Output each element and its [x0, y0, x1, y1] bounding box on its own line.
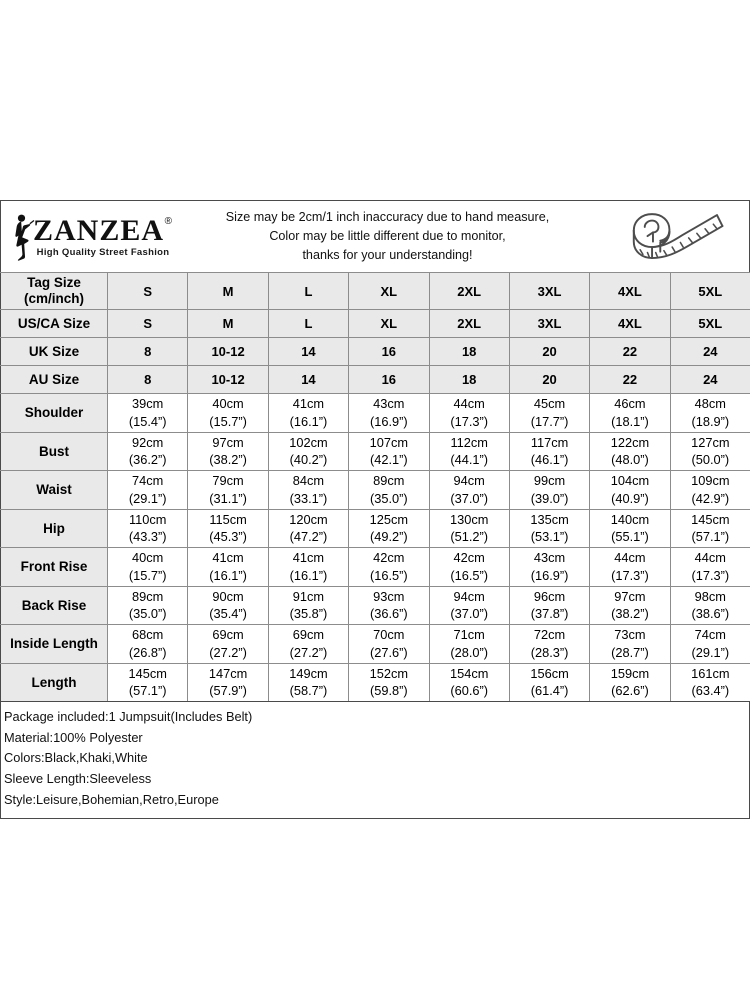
row-header-au-size: AU Size	[1, 366, 108, 394]
cell-uk-size-5xl: 24	[670, 338, 750, 366]
cell-tag-size-m: M	[188, 273, 268, 310]
cell-shoulder-s: 39cm (15.4”)	[108, 394, 188, 433]
woman-silhouette-icon	[9, 213, 35, 261]
row-header-hip: Hip	[1, 509, 108, 548]
table-row-inside-length	[1, 625, 750, 664]
row-header-tag-size	[1, 273, 108, 310]
cell-us-ca-size-m: M	[188, 310, 268, 338]
cell-back-rise-m: 90cm (35.4”)	[188, 586, 268, 625]
cell-uk-size-4xl: 22	[590, 338, 670, 366]
cell-uk-size-l: 14	[268, 338, 348, 366]
detail-material: Material:100% Polyester	[4, 729, 143, 745]
size-table-body	[1, 273, 750, 702]
row-header-back-rise: Back Rise	[1, 586, 108, 625]
cell-bust-l: 102cm (40.2”)	[268, 432, 348, 471]
row-header-uk-size: UK Size	[1, 338, 108, 366]
cell-length-2xl: 154cm (60.6”)	[429, 663, 509, 702]
notice-line-2: Color may be little different due to monitor,	[269, 228, 506, 243]
notice-line-3: thanks for your understanding!	[302, 248, 473, 263]
detail-style: Style:Leisure,Bohemian,Retro,Europe	[4, 791, 219, 807]
row-header-length: Length	[1, 663, 108, 702]
size-table	[0, 272, 750, 702]
cell-tag-size-2xl: 2XL	[429, 273, 509, 310]
cell-uk-size-m: 10-12	[188, 338, 268, 366]
table-row-waist	[1, 471, 750, 510]
cell-bust-2xl: 112cm (44.1”)	[429, 432, 509, 471]
cell-tag-size-5xl: 5XL	[670, 273, 750, 310]
cell-length-xl: 152cm (59.8”)	[349, 663, 429, 702]
detail-sleeve-length: Sleeve Length:Sleeveless	[4, 771, 152, 787]
measuring-tape-icon	[599, 205, 749, 269]
cell-back-rise-xl: 93cm (36.6”)	[349, 586, 429, 625]
cell-hip-5xl: 145cm (57.1”)	[670, 509, 750, 548]
cell-tag-size-s: S	[108, 273, 188, 310]
brand-name	[33, 213, 174, 247]
cell-inside-length-s: 68cm (26.8”)	[108, 625, 188, 664]
cell-au-size-m: 10-12	[188, 366, 268, 394]
cell-waist-4xl: 104cm (40.9”)	[590, 471, 670, 510]
cell-inside-length-4xl: 73cm (28.7”)	[590, 625, 670, 664]
product-details	[0, 702, 750, 819]
cell-bust-s: 92cm (36.2”)	[108, 432, 188, 471]
cell-us-ca-size-4xl: 4XL	[590, 310, 670, 338]
cell-au-size-l: 14	[268, 366, 348, 394]
cell-us-ca-size-s: S	[108, 310, 188, 338]
cell-uk-size-3xl: 20	[509, 338, 589, 366]
row-header-tag-size-line2: (cm/inch)	[23, 291, 84, 306]
cell-hip-2xl: 130cm (51.2”)	[429, 509, 509, 548]
cell-inside-length-l: 69cm (27.2”)	[268, 625, 348, 664]
cell-us-ca-size-2xl: 2XL	[429, 310, 509, 338]
cell-front-rise-xl: 42cm (16.5”)	[349, 548, 429, 587]
cell-waist-s: 74cm (29.1”)	[108, 471, 188, 510]
cell-uk-size-s: 8	[108, 338, 188, 366]
detail-package-included: Package included:1 Jumpsuit(Includes Belt)	[4, 709, 253, 724]
cell-hip-xl: 125cm (49.2”)	[349, 509, 429, 548]
table-row-length	[1, 663, 750, 702]
cell-waist-xl: 89cm (35.0”)	[349, 471, 429, 510]
cell-inside-length-5xl: 74cm (29.1”)	[670, 625, 750, 664]
cell-shoulder-3xl: 45cm (17.7”)	[509, 394, 589, 433]
cell-shoulder-m: 40cm (15.7”)	[188, 394, 268, 433]
cell-shoulder-xl: 43cm (16.9”)	[349, 394, 429, 433]
cell-bust-xl: 107cm (42.1”)	[349, 432, 429, 471]
cell-shoulder-4xl: 46cm (18.1”)	[590, 394, 670, 433]
cell-tag-size-3xl: 3XL	[509, 273, 589, 310]
table-row-hip	[1, 509, 750, 548]
cell-hip-l: 120cm (47.2”)	[268, 509, 348, 548]
cell-hip-m: 115cm (45.3”)	[188, 509, 268, 548]
size-chart	[0, 200, 750, 819]
cell-length-m: 147cm (57.9”)	[188, 663, 268, 702]
cell-hip-s: 110cm (43.3”)	[108, 509, 188, 548]
cell-back-rise-5xl: 98cm (38.6”)	[670, 586, 750, 625]
table-row-back-rise	[1, 586, 750, 625]
table-row-uk-size	[1, 338, 750, 366]
cell-bust-3xl: 117cm (46.1”)	[509, 432, 589, 471]
cell-back-rise-2xl: 94cm (37.0”)	[429, 586, 509, 625]
chart-banner	[0, 200, 750, 272]
detail-colors: Colors:Black,Khaki,White	[4, 750, 148, 766]
cell-au-size-2xl: 18	[429, 366, 509, 394]
cell-shoulder-5xl: 48cm (18.9”)	[670, 394, 750, 433]
cell-shoulder-l: 41cm (16.1”)	[268, 394, 348, 433]
registered-mark-icon: ®	[164, 215, 174, 227]
cell-back-rise-3xl: 96cm (37.8”)	[509, 586, 589, 625]
table-row-au-size	[1, 366, 750, 394]
cell-us-ca-size-l: L	[268, 310, 348, 338]
cell-front-rise-l: 41cm (16.1”)	[268, 548, 348, 587]
table-row-bust	[1, 432, 750, 471]
cell-inside-length-3xl: 72cm (28.3”)	[509, 625, 589, 664]
cell-length-3xl: 156cm (61.4”)	[509, 663, 589, 702]
cell-au-size-5xl: 24	[670, 366, 750, 394]
cell-waist-l: 84cm (33.1”)	[268, 471, 348, 510]
brand-tagline: High Quality Street Fashion	[36, 246, 170, 258]
cell-waist-2xl: 94cm (37.0”)	[429, 471, 509, 510]
cell-au-size-3xl: 20	[509, 366, 589, 394]
row-header-tag-size-line1: Tag Size	[27, 274, 81, 290]
cell-back-rise-l: 91cm (35.8”)	[268, 586, 348, 625]
cell-back-rise-4xl: 97cm (38.2”)	[590, 586, 670, 625]
cell-shoulder-2xl: 44cm (17.3”)	[429, 394, 509, 433]
cell-uk-size-xl: 16	[349, 338, 429, 366]
cell-bust-m: 97cm (38.2”)	[188, 432, 268, 471]
cell-front-rise-5xl: 44cm (17.3”)	[670, 548, 750, 587]
cell-inside-length-2xl: 71cm (28.0”)	[429, 625, 509, 664]
row-header-waist: Waist	[1, 471, 108, 510]
row-header-inside-length: Inside Length	[1, 625, 108, 664]
table-row-us-ca-size	[1, 310, 750, 338]
row-header-us-ca-size: US/CA Size	[1, 310, 108, 338]
notice-line-1: Size may be 2cm/1 inch inaccuracy due to hand measure,	[225, 209, 550, 224]
cell-bust-4xl: 122cm (48.0”)	[590, 432, 670, 471]
row-header-front-rise: Front Rise	[1, 548, 108, 587]
table-row-shoulder	[1, 394, 750, 433]
measurement-notice	[176, 208, 599, 265]
cell-inside-length-m: 69cm (27.2”)	[188, 625, 268, 664]
brand-logo	[1, 213, 176, 261]
cell-waist-5xl: 109cm (42.9”)	[670, 471, 750, 510]
cell-us-ca-size-5xl: 5XL	[670, 310, 750, 338]
cell-au-size-s: 8	[108, 366, 188, 394]
cell-tag-size-4xl: 4XL	[590, 273, 670, 310]
row-header-shoulder: Shoulder	[1, 394, 108, 433]
cell-length-5xl: 161cm (63.4”)	[670, 663, 750, 702]
brand-name-text: ZANZEA	[33, 213, 165, 247]
table-row-front-rise	[1, 548, 750, 587]
cell-length-s: 145cm (57.1”)	[108, 663, 188, 702]
cell-inside-length-xl: 70cm (27.6”)	[349, 625, 429, 664]
cell-hip-4xl: 140cm (55.1”)	[590, 509, 670, 548]
cell-uk-size-2xl: 18	[429, 338, 509, 366]
cell-au-size-4xl: 22	[590, 366, 670, 394]
cell-back-rise-s: 89cm (35.0”)	[108, 586, 188, 625]
cell-front-rise-3xl: 43cm (16.9”)	[509, 548, 589, 587]
cell-au-size-xl: 16	[349, 366, 429, 394]
cell-hip-3xl: 135cm (53.1”)	[509, 509, 589, 548]
cell-tag-size-l: L	[268, 273, 348, 310]
table-row-tag-size	[1, 273, 750, 310]
cell-us-ca-size-xl: XL	[349, 310, 429, 338]
cell-length-4xl: 159cm (62.6”)	[590, 663, 670, 702]
cell-waist-m: 79cm (31.1”)	[188, 471, 268, 510]
row-header-bust: Bust	[1, 432, 108, 471]
cell-bust-5xl: 127cm (50.0”)	[670, 432, 750, 471]
cell-tag-size-xl: XL	[349, 273, 429, 310]
cell-front-rise-2xl: 42cm (16.5”)	[429, 548, 509, 587]
cell-waist-3xl: 99cm (39.0”)	[509, 471, 589, 510]
cell-front-rise-s: 40cm (15.7”)	[108, 548, 188, 587]
cell-front-rise-m: 41cm (16.1”)	[188, 548, 268, 587]
cell-length-l: 149cm (58.7”)	[268, 663, 348, 702]
cell-us-ca-size-3xl: 3XL	[509, 310, 589, 338]
cell-front-rise-4xl: 44cm (17.3”)	[590, 548, 670, 587]
